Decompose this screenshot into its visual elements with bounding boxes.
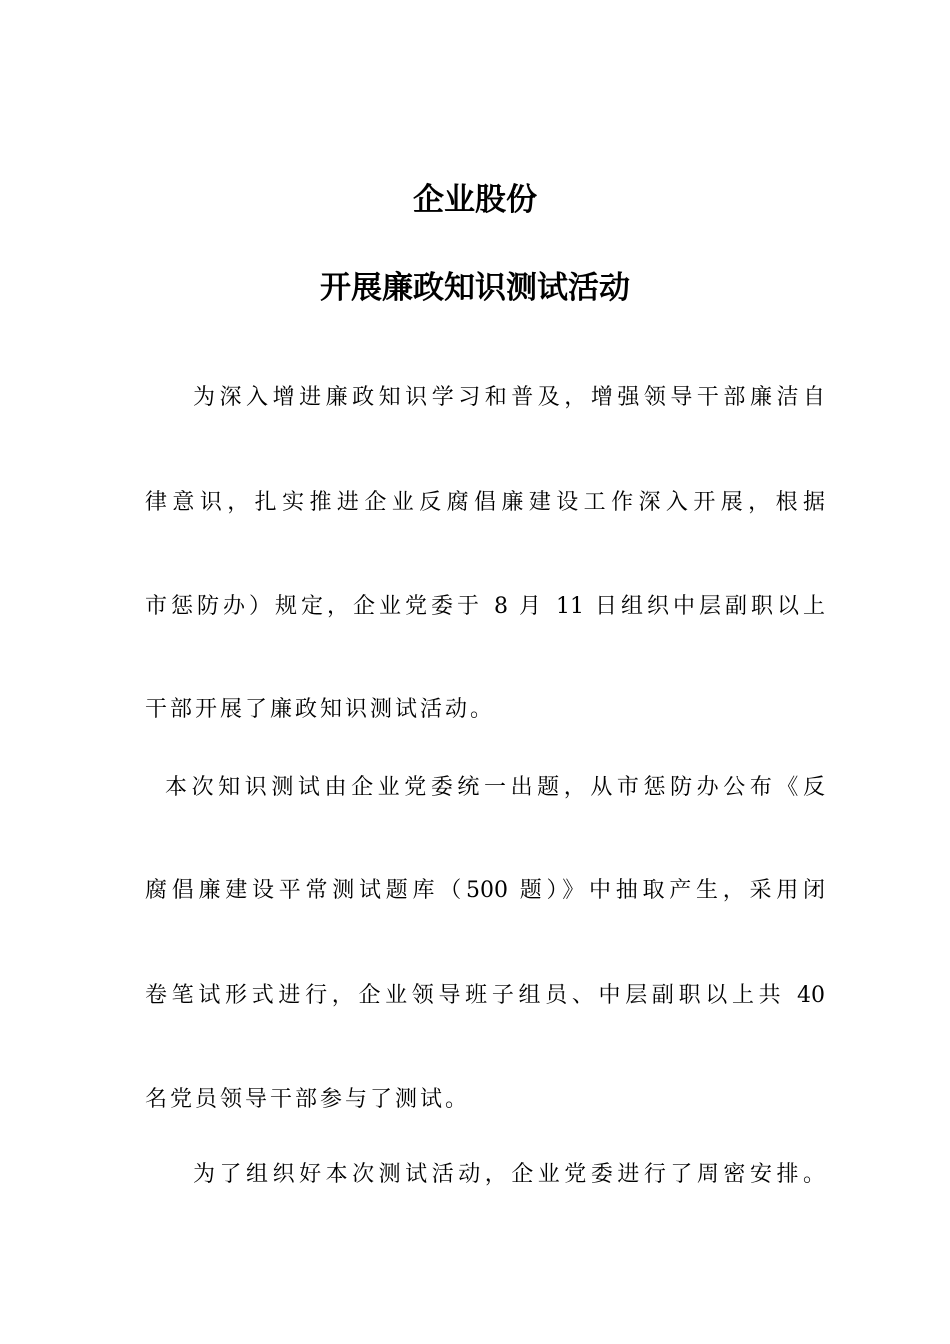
document-subtitle: 开展廉政知识测试活动 (320, 270, 630, 306)
paragraph-1-line-1: 为深入增进廉政知识学习和普及，增强领导干部廉洁自 (193, 385, 825, 410)
paragraph-1-line-4: 干部开展了廉政知识测试活动。 (145, 697, 496, 722)
paragraph-2-line-3: 卷笔试形式进行，企业领导班子组员、中层副职以上共 40 (145, 983, 825, 1008)
paragraph-1-line-2: 律意识，扎实推进企业反腐倡廉建设工作深入开展，根据 (145, 490, 825, 515)
paragraph-1-line-3: 市惩防办）规定，企业党委于 8 月 11 日组织中层副职以上 (145, 594, 825, 619)
paragraph-3-line-1: 为了组织好本次测试活动，企业党委进行了周密安排。 (193, 1162, 825, 1187)
paragraph-2-line-4: 名党员领导干部参与了测试。 (145, 1087, 471, 1112)
paragraph-2-line-2: 腐倡廉建设平常测试题库（500 题）》中抽取产生，采用闭 (145, 878, 825, 903)
paragraph-2-line-1: 本次知识测试由企业党委统一出题，从市惩防办公布《反 (165, 775, 825, 800)
document-title: 企业股份 (413, 182, 537, 218)
